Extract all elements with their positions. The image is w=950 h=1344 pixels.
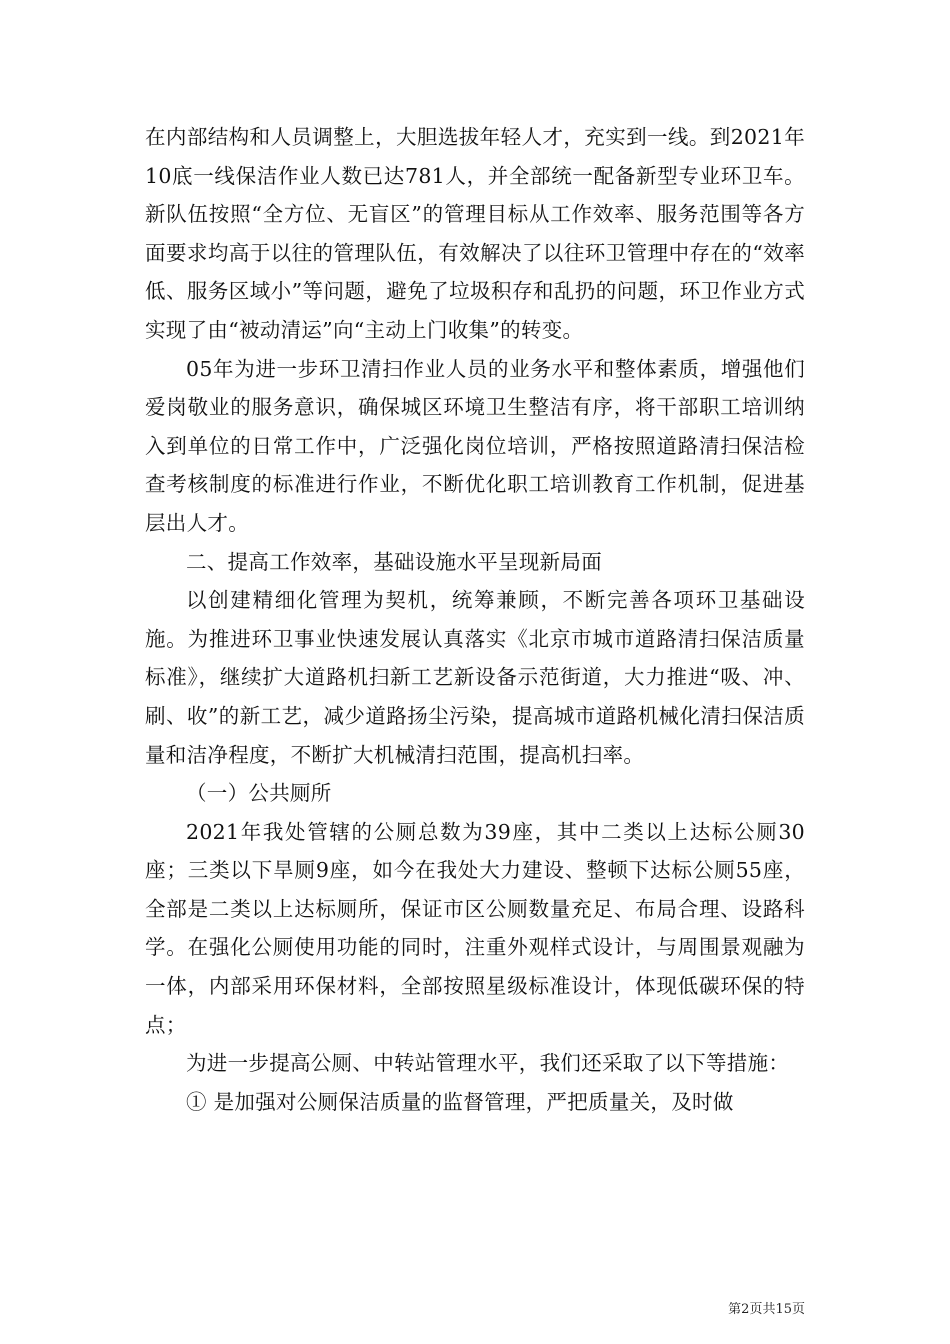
subheading-public-toilets: （一）公共厕所 <box>186 781 332 806</box>
page-number-footer: 第2页共15页 <box>728 1302 805 1317</box>
section-heading-efficiency: 二、提高工作效率，基础设施水平呈现新局面 <box>186 549 602 574</box>
paragraph-infrastructure: 以创建精细化管理为契机，统筹兼顾，不断完善各项环卫基础设施。为推进环卫事业快速发展认真落实《北京市城市道路清扫保洁质量标准》，继续扩大道路机扫新工艺新设备示范街道，大力推进“吸、冲、刷、收”的新工艺，减少道路扬尘污染，提高城市道路机械化清扫保洁质量和洁净程度，不断扩大机械清扫范围，提高机扫率。 <box>145 588 805 767</box>
document-body <box>145 118 805 1121</box>
paragraph-measures-intro: 为进一步提高公厕、中转站管理水平，我们还采取了以下等措施： <box>186 1051 790 1076</box>
paragraph-staff-adjustment: 在内部结构和人员调整上，大胆选拔年轻人才，充实到一线。到2021年10底一线保洁作业人数已达781人，并全部统一配备新型专业环卫车。新队伍按照“全方位、无盲区”的管理目标从工作效率、服务范围等各方面要求均高于以往的管理队伍，有效解决了以往环卫管理中存在的“效率低、服务区域小”等问题，避免了垃圾积存和乱扔的问题，环卫作业方式实现了由“被动清运”向“主动上门收集”的转变。 <box>145 125 805 342</box>
paragraph-training: 05年为进一步环卫清扫作业人员的业务水平和整体素质，增强他们爱岗敬业的服务意识，确保城区环境卫生整洁有序，将干部职工培训纳入到单位的日常工作中，广泛强化岗位培训，严格按照道路清扫保洁检查考核制度的标准进行作业，不断优化职工培训教育工作机制，促进基层出人才。 <box>145 356 805 535</box>
paragraph-toilet-statistics: 2021年我处管辖的公厕总数为39座，其中二类以上达标公厕30座；三类以下旱厕9座，如今在我处大力建设、整顿下达标公厕55座，全部是二类以上达标厕所，保证市区公厕数量充足、布局合理、设路科学。在强化公厕使用功能的同时，注重外观样式设计，与周围景观融为一体，内部采用环保材料，全部按照星级标准设计，体现低碳环保的特点； <box>145 819 805 1037</box>
paragraph-measure-one: ① 是加强对公厕保洁质量的监督管理，严把质量关，及时做 <box>186 1089 734 1114</box>
